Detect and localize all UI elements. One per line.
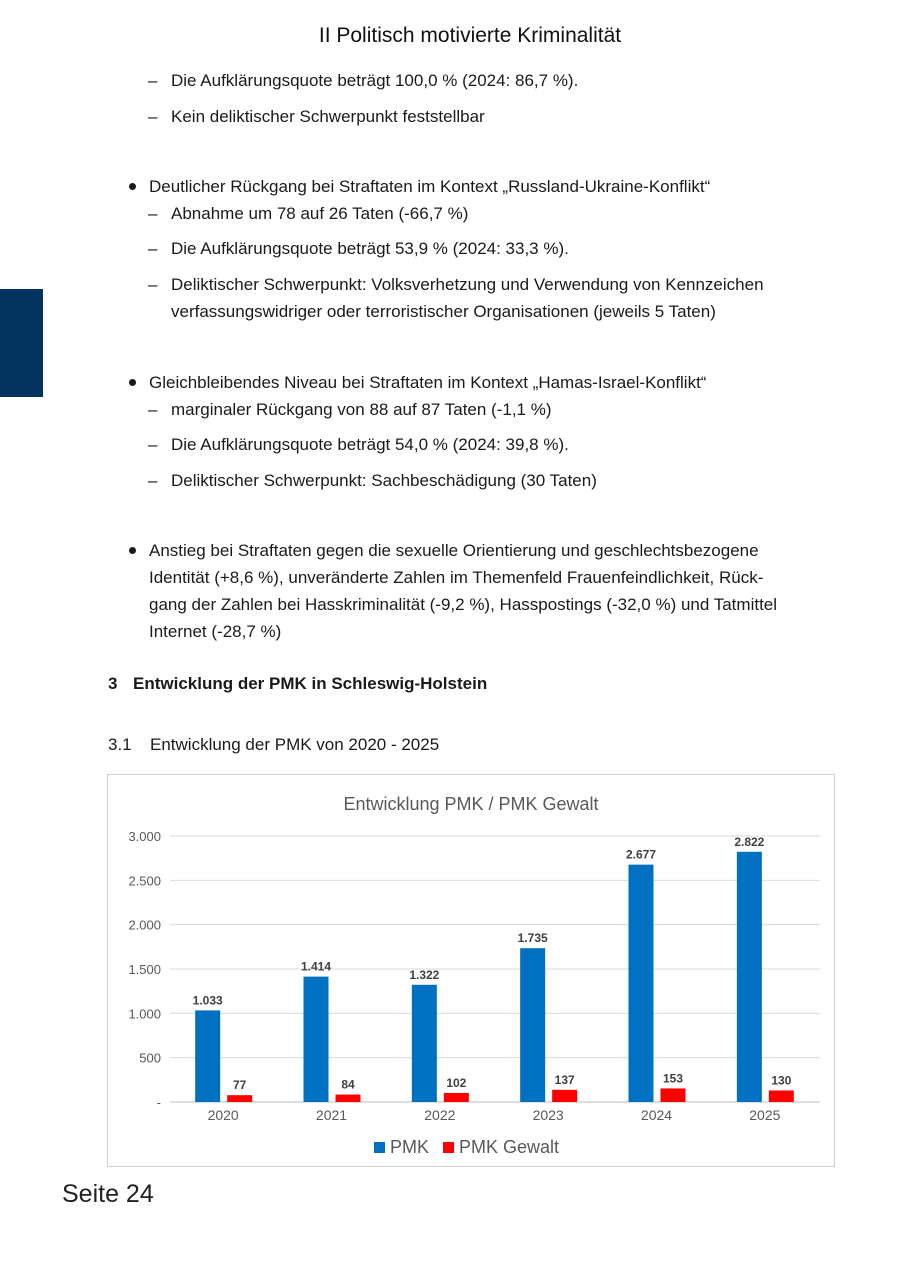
bar-pmk-gewalt xyxy=(661,1088,686,1102)
x-tick-label: 2025 xyxy=(749,1107,781,1123)
bar-pmk xyxy=(195,1010,220,1102)
y-tick-label: 500 xyxy=(139,1050,161,1066)
y-tick-label: 2.500 xyxy=(128,873,161,889)
dash-marker: – xyxy=(148,239,158,258)
bullet-dot xyxy=(129,183,136,190)
chart-title: Entwicklung PMK / PMK Gewalt xyxy=(343,794,599,814)
bar-pmk-gewalt xyxy=(444,1093,469,1102)
dash-marker: – xyxy=(148,435,158,454)
dash-marker: – xyxy=(148,471,158,490)
list-item: Die Aufklärungsquote beträgt 53,9 % (2024: 33,3 %). xyxy=(171,239,569,258)
list-item: Abnahme um 78 auf 26 Taten (-66,7 %) xyxy=(171,204,469,223)
page-number: Seite 24 xyxy=(62,1180,154,1208)
bar-pmk xyxy=(412,985,437,1102)
subsection-number: 3.1 xyxy=(108,735,132,754)
x-tick-label: 2020 xyxy=(207,1107,239,1123)
list-item: Die Aufklärungsquote beträgt 54,0 % (2024: 39,8 %). xyxy=(171,435,569,454)
data-label: 137 xyxy=(554,1072,575,1087)
list-item: Kein deliktischer Schwerpunkt feststellbar xyxy=(171,107,485,126)
bullet-heading: Deutlicher Rückgang bei Straftaten im Kontext „Russland-Ukraine-Konflikt“ xyxy=(149,177,711,196)
section-heading xyxy=(108,674,487,694)
data-label: 153 xyxy=(662,1071,684,1086)
bar-pmk-gewalt xyxy=(552,1090,577,1102)
subsection-title: Entwicklung der PMK von 2020 - 2025 xyxy=(150,735,440,754)
data-label: 1.414 xyxy=(300,959,332,974)
x-tick-label: 2024 xyxy=(640,1107,673,1123)
paragraph-line: Internet (-28,7 %) xyxy=(149,622,282,641)
chapter-side-tab xyxy=(0,289,43,397)
legend-swatch xyxy=(374,1142,385,1153)
data-label: 102 xyxy=(446,1075,467,1090)
data-label: 1.033 xyxy=(192,993,223,1008)
list-item: Deliktischer Schwerpunkt: Volksverhetzung und Verwendung von Kennzeichen xyxy=(171,275,764,294)
bar-chart xyxy=(108,775,834,1166)
y-tick-label: - xyxy=(156,1095,161,1110)
data-label: 2.822 xyxy=(734,834,765,849)
list-item: marginaler Rückgang von 88 auf 87 Taten (-1,1 %) xyxy=(171,400,552,419)
bullet-dot xyxy=(129,379,136,386)
list-item: Deliktischer Schwerpunkt: Sachbeschädigung (30 Taten) xyxy=(171,471,597,490)
bar-pmk xyxy=(304,977,329,1102)
data-label: 2.677 xyxy=(625,847,657,862)
bar-pmk-gewalt xyxy=(336,1095,361,1102)
bullet-heading: Gleichbleibendes Niveau bei Straftaten im Kontext „Hamas-Israel-Konflikt“ xyxy=(149,373,707,392)
bar-pmk-gewalt xyxy=(227,1095,252,1102)
data-label: 77 xyxy=(232,1078,247,1093)
bar-pmk xyxy=(737,852,762,1102)
bar-pmk xyxy=(520,948,545,1102)
section-number: 3 xyxy=(108,674,118,693)
bullet-dot xyxy=(129,547,136,554)
y-tick-label: 1.000 xyxy=(128,1006,161,1022)
paragraph-line: Identität (+8,6 %), unveränderte Zahlen im Themenfeld Frauenfeindlichkeit, Rück- xyxy=(149,568,764,587)
data-label: 1.322 xyxy=(409,967,440,982)
running-header: II Politisch motivierte Kriminalität xyxy=(318,24,622,47)
chart-container xyxy=(107,774,835,1167)
subsection-heading xyxy=(108,735,439,755)
data-label: 1.735 xyxy=(517,931,548,946)
bar-pmk-gewalt xyxy=(769,1090,794,1102)
y-tick-label: 1.500 xyxy=(128,962,161,977)
dash-marker: – xyxy=(148,204,158,223)
paragraph-line: gang der Zahlen bei Hasskriminalität (-9,2 %), Hasspostings (-32,0 %) und Tatmittel xyxy=(149,595,778,614)
section-title: Entwicklung der PMK in Schleswig-Holstein xyxy=(133,674,488,693)
dash-marker: – xyxy=(148,275,158,294)
list-item: Die Aufklärungsquote beträgt 100,0 % (2024: 86,7 %). xyxy=(171,71,579,90)
list-item-continuation: verfassungswidriger oder terroristischer Organisationen (jeweils 5 Taten) xyxy=(171,302,716,321)
data-label: 130 xyxy=(771,1073,792,1088)
dash-marker: – xyxy=(148,71,158,90)
dash-marker: – xyxy=(148,400,158,419)
x-tick-label: 2021 xyxy=(315,1107,348,1123)
x-tick-label: 2023 xyxy=(532,1107,564,1123)
legend-swatch xyxy=(443,1142,454,1153)
x-tick-label: 2022 xyxy=(424,1107,456,1123)
bar-pmk xyxy=(629,865,654,1102)
y-tick-label: 2.000 xyxy=(128,917,161,933)
dash-marker: – xyxy=(148,107,158,126)
legend-label: PMK Gewalt xyxy=(459,1137,560,1157)
data-label: 84 xyxy=(341,1077,355,1092)
paragraph-line: Anstieg bei Straftaten gegen die sexuelle Orientierung und geschlechtsbezogene xyxy=(149,541,759,560)
legend-label: PMK xyxy=(390,1137,430,1157)
y-tick-label: 3.000 xyxy=(128,829,161,844)
